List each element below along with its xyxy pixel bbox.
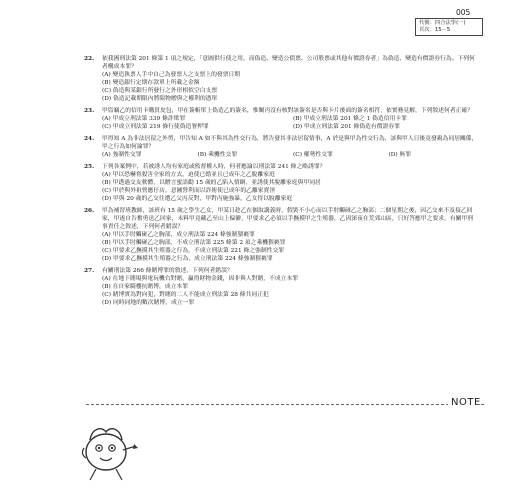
question-27 bbox=[84, 267, 478, 307]
question-number: 26. bbox=[84, 208, 95, 214]
option-c: (C) 偽造與某銀行所發行之外形相似空白支票 bbox=[102, 88, 218, 94]
question-24 bbox=[84, 135, 478, 159]
option-c: (C) 甲成立刑法第 219 條行使偽造署押罪 bbox=[102, 124, 209, 130]
option-c: (C) 甲要求乙撫摸其生殖器之行為，不成立刑法第 221 條之強制性交罪 bbox=[102, 248, 285, 254]
option-a: (A) 甲以手肘觸碰乙之胸部，成立刑法第 224 條強制猥褻罪 bbox=[102, 232, 255, 238]
option-b: (B) 變造銀行定期存款單上所載之金額 bbox=[102, 80, 200, 86]
question-text: 甲得知 A 為非法居留之外勞，甲告知 A 如不與其為性交行為，將告發其非法居留情事，A 於是與甲為性交行為，該與甲人日後竟發親為同居關係，甲之行為如何論罪？ bbox=[102, 136, 478, 150]
option-b: (B) 甲成立刑法第 201 條之 1 偽造信用卡罪 bbox=[293, 116, 407, 122]
option-a: (A) 在地下賭場與電玩機台對賭，贏得財物金錢，因非與人對賭，不成立本罪 bbox=[102, 276, 299, 282]
question-number: 24. bbox=[84, 136, 95, 142]
question-text: 甲盜竊乙的信用卡購買皮包，甲在簽帳單上偽造乙的簽名，惟闡丙沒有核對該簽名是否與卡片後面的簽名相符，依實務見解，下列敘述何者正確？ bbox=[102, 108, 474, 114]
page-number: 005 bbox=[456, 8, 471, 17]
option-d: (D) 甲成立刑法第 201 條偽造有價證券罪 bbox=[293, 124, 400, 130]
option-d: (D) 偽造記載期限內將限物贈與之權利的憑單 bbox=[102, 96, 218, 102]
question-text: 甲為補習班教師，該班有 15 歲之學生乙女，甲某日趁乙在個取講義時，假裝不小心而以手肘觸碰乙之胸部；二個星期之後，因乙交來不及接乙回家，甲遂自告奮勇送乙回家，未料甲竟藏乙至山上偏僻，甲要求乙必須以手撫摸甲之生殖器，乙因深夜在荒郊山區，只好答應甲之要求，有關甲刑事責任之敘述，下列何者錯誤？ bbox=[102, 208, 474, 230]
option-d: (D) 甲與 20 歲的乙交往遭乙父丙反對，甲對丙施強暴，乙女得以脫離家庭 bbox=[102, 196, 293, 202]
question-number: 27. bbox=[84, 268, 95, 274]
cartoon-mascot-icon bbox=[76, 418, 146, 488]
exam-code-box bbox=[415, 18, 483, 36]
option-a: (A) 甲以恐嚇脅殺害全家的方式，迫使已婚並且已成年之乙脫離家庭 bbox=[102, 172, 275, 178]
question-text: 下列各案例中，若被誘人均有家庭或監督權人時，何者應論以刑法第 241 條之略誘罪？ bbox=[102, 164, 326, 170]
question-23 bbox=[84, 107, 478, 131]
question-text: 有關刑法第 266 條賭博罪的敘述，下列何者錯誤？ bbox=[102, 268, 233, 274]
option-b: (B) 甲透過交友軟體，以贈言蜜語勸 15 歲的乙陷入情網，並誘使其脫離家庭與甲同居 bbox=[102, 180, 321, 186]
exam-code-line: 代號：四合法學(一) bbox=[419, 20, 466, 26]
option-a: (A) 變造執票人手中自己為發票人之支票上的發票日期 bbox=[102, 72, 241, 78]
option-c: (C) 甲於與外祖營應仔店，意圖營利而以詐術使已成年的乙離家賣淫 bbox=[102, 188, 276, 194]
option-b: (B) 在自家騎樓抗賭博，成立本罪 bbox=[102, 284, 188, 290]
option-b: (B) 乘機性交罪 bbox=[197, 152, 238, 158]
question-text: 依我國刑法第 201 條第 1 項之規定，「意圖供行使之用，而偽造、變造公債票、公司股票或其他有價證券者」為偽造、變造有價證券行為。下列何者構成本罪？ bbox=[102, 56, 475, 70]
question-22 bbox=[84, 55, 478, 103]
note-label: NOTE bbox=[448, 397, 481, 408]
option-a: (A) 強制性交罪 bbox=[102, 152, 142, 158]
option-c: (C) 賭博實為對向犯，對賭的二人不能成立刑法第 28 條共同正犯 bbox=[102, 292, 269, 298]
option-d: (D) 無罪 bbox=[388, 152, 412, 158]
question-area bbox=[84, 55, 478, 311]
question-number: 25. bbox=[84, 164, 95, 170]
note-divider bbox=[86, 404, 484, 405]
option-d: (D) 甲要求乙撫摸其生殖器之行為，成立刑法第 224 條強制猥褻罪 bbox=[102, 256, 273, 262]
exam-page-line: 頁次：15－5 bbox=[419, 27, 451, 33]
option-a: (A) 甲成立刑法第 339 條詐欺罪 bbox=[102, 116, 186, 122]
question-25 bbox=[84, 163, 478, 203]
option-b: (B) 甲以手肘觸碰乙之胸部，不成立刑法第 225 條第 2 項之乘機猥褻罪 bbox=[102, 240, 286, 246]
question-number: 23. bbox=[84, 108, 95, 114]
question-26 bbox=[84, 207, 478, 263]
question-number: 22. bbox=[84, 56, 95, 62]
option-d: (D) 同時同地的數次賭博，成立一罪 bbox=[102, 300, 195, 306]
option-c: (C) 權勢性交罪 bbox=[293, 152, 333, 158]
